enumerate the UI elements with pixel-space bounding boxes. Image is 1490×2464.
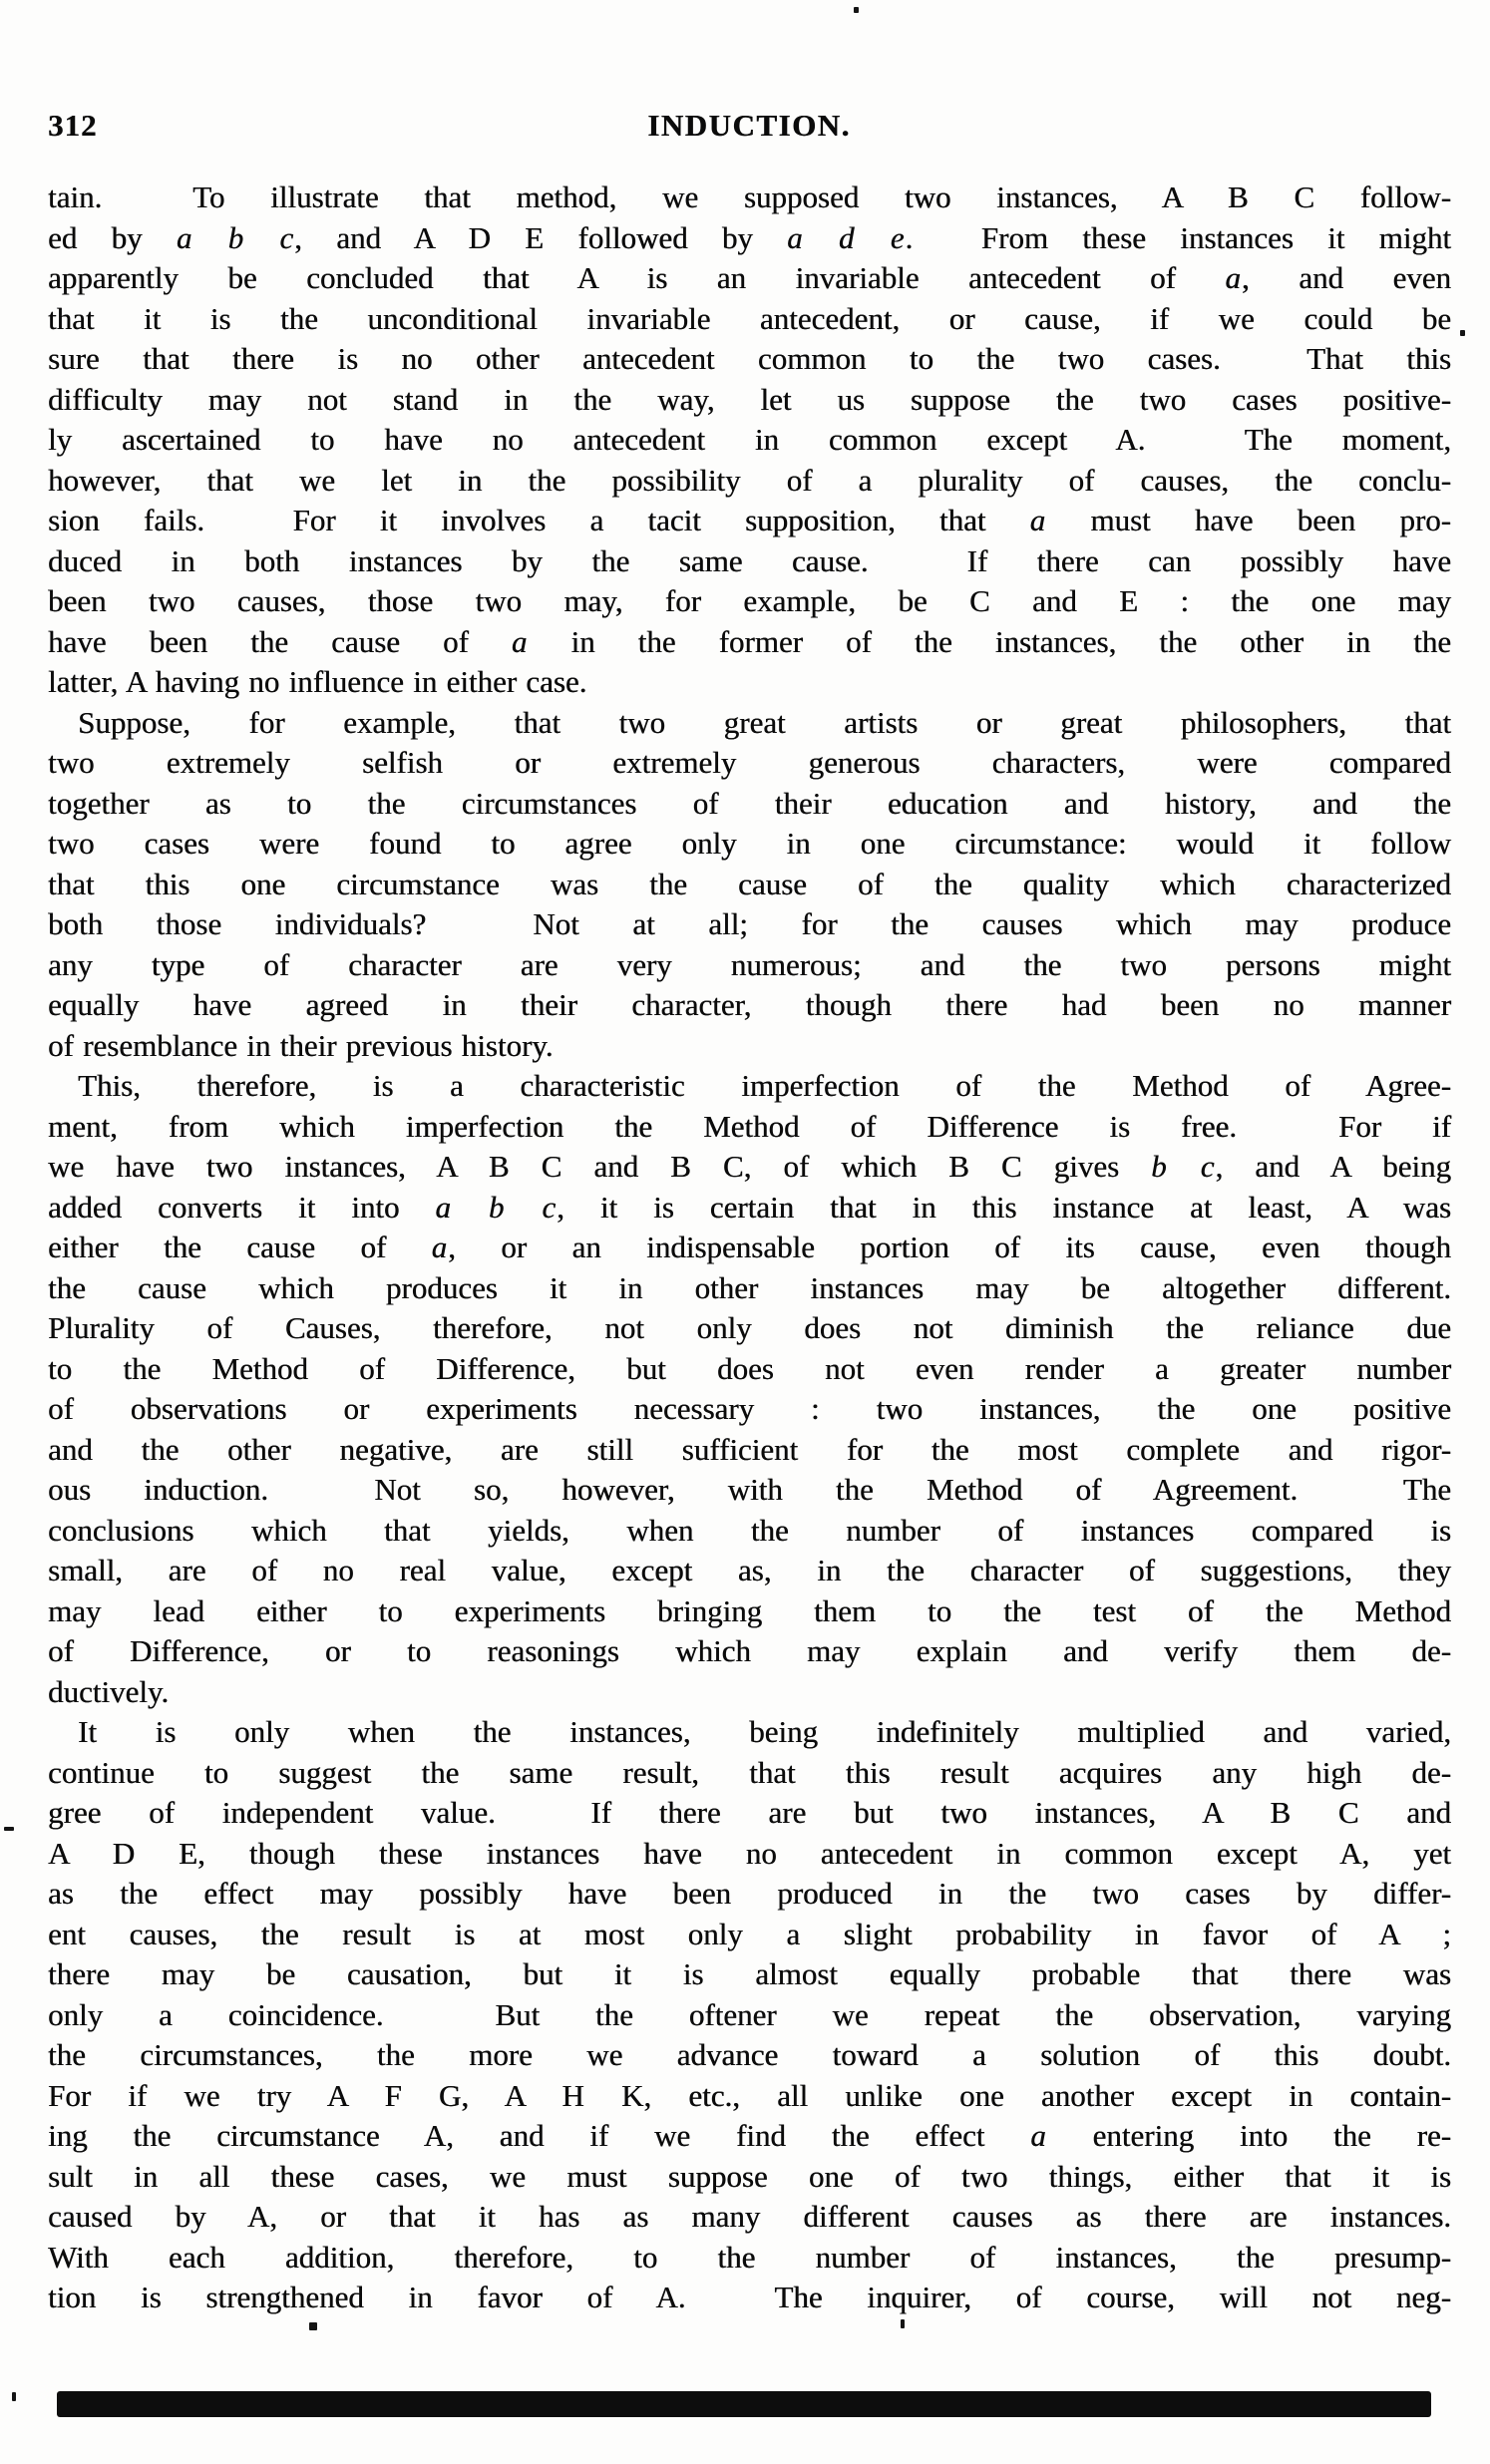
text-line: small, are of no real value, except as, in the character of suggestions, they — [48, 1553, 1451, 1587]
scan-speck — [309, 2322, 317, 2330]
page-header — [48, 108, 1450, 150]
paragraph — [48, 1066, 1451, 1712]
text-line: however, that we let in the possibility of a plurality of causes, the conclu- — [48, 462, 1451, 498]
text-line: apparently be concluded that A is an invariable antecedent of a, and even — [48, 260, 1452, 295]
text-line: ment, from which imperfection the Method of Difference is free. For if — [48, 1108, 1451, 1144]
text-line: It is only when the instances, being indefinitely multiplied and varied, — [78, 1714, 1451, 1749]
text-line: ly ascertained to have no antecedent in common except A. The moment, — [48, 422, 1451, 457]
text-line: Suppose, for example, that two great artists or great philosophers, that — [78, 704, 1451, 740]
text-line: to the Method of Difference, but does not even render a greater number — [48, 1350, 1451, 1386]
text-line: caused by A, or that it has as many different causes as there are instances. — [48, 2199, 1451, 2234]
text-line: we have two instances, A B C and B C, of which B C gives b c, and A being — [48, 1149, 1451, 1184]
text-line: the cause which produces it in other instances may be altogether different. — [48, 1269, 1451, 1305]
text-line: duced in both instances by the same cause. If there can possibly have — [48, 542, 1451, 578]
text-line: two cases were found to agree only in one circumstance: would it follow — [48, 826, 1451, 861]
text-line: either the cause of a, or an indispensable portion of its cause, even though — [48, 1230, 1451, 1264]
paragraph — [48, 177, 1451, 703]
scan-speck — [12, 2392, 16, 2401]
paragraph — [48, 703, 1451, 1067]
text-line: ductively. — [48, 1673, 170, 1709]
scan-shadow-bar — [57, 2391, 1431, 2417]
scan-speck — [4, 1827, 14, 1831]
text-line: as the effect may possibly have been produced in the two cases by differ- — [48, 1876, 1451, 1911]
text-line: tion is strengthened in favor of A. The inquirer, of course, will not neg- — [48, 2280, 1451, 2314]
text-line: have been the cause of a in the former of the instances, the other in the — [48, 623, 1451, 659]
scan-speck — [854, 7, 859, 13]
text-line: the circumstances, the more we advance toward a solution of this doubt. — [48, 2037, 1451, 2072]
text-line: of observations or experiments necessary : two instances, the one positive — [48, 1391, 1451, 1426]
text-line: added converts it into a b c, it is certain that in this instance at least, A was — [48, 1189, 1451, 1225]
text-line: latter, A having no influence in either case. — [48, 664, 587, 699]
text-line: sion fails. For it involves a tacit supposition, that a must have been pro- — [48, 503, 1451, 537]
text-line: together as to the circumstances of their education and history, and the — [48, 785, 1451, 821]
text-line: For if we try A F G, A H K, etc., all unlike one another except in contain- — [48, 2077, 1451, 2113]
text-line: been two causes, those two may, for example, be C and E : the one may — [48, 583, 1451, 618]
text-line: With each addition, therefore, to the number of instances, the presump- — [48, 2239, 1451, 2275]
text-line: ed by a b c, and A D E followed by a d e. From these instances it might — [48, 219, 1451, 255]
text-line: that it is the unconditional invariable antecedent, or cause, if we could be — [48, 300, 1451, 336]
text-line: sure that there is no other antecedent common to the two cases. That this — [48, 341, 1451, 376]
text-line: two extremely selfish or extremely generous characters, were compared — [48, 745, 1451, 780]
text-line: both those individuals? Not at all; for the causes which may produce — [48, 906, 1451, 941]
text-line: continue to suggest the same result, that this result acquires any high de- — [48, 1754, 1451, 1790]
text-line: gree of independent value. If there are but two instances, A B C and — [48, 1795, 1451, 1830]
text-line: any type of character are very numerous; and the two persons might — [48, 946, 1451, 982]
text-line: ent causes, the result is at most only a slight probability in favor of A ; — [48, 1916, 1451, 1951]
running-head: INDUCTION. — [647, 108, 851, 143]
scan-speck — [1460, 330, 1465, 336]
text-line: equally have agreed in their character, though there had been no manner — [48, 987, 1451, 1022]
text-line: Plurality of Causes, therefore, not only does not diminish the reliance due — [48, 1310, 1451, 1345]
text-line: A D E, though these instances have no antecedent in common except A, yet — [48, 1835, 1451, 1871]
paragraph — [48, 1712, 1451, 2318]
scan-speck — [901, 2319, 905, 2328]
text-line: This, therefore, is a characteristic imperfection of the Method of Agree- — [78, 1068, 1451, 1103]
text-line: tain. To illustrate that method, we supposed two instances, A B C follow- — [48, 179, 1451, 214]
text-line: of resemblance in their previous history. — [48, 1027, 554, 1063]
text-line: ous induction. Not so, however, with the Method of Agreement. The — [48, 1472, 1451, 1507]
text-line: may lead either to experiments bringing them to the test of the Method — [48, 1592, 1451, 1628]
text-line: of Difference, or to reasonings which may explain and verify them de- — [48, 1633, 1451, 1668]
text-line: ing the circumstance A, and if we find the effect a entering into the re- — [48, 2118, 1452, 2153]
page-number: 312 — [48, 108, 98, 143]
text-line: sult in all these cases, we must suppose one of two things, either that it is — [48, 2158, 1451, 2194]
text-line: only a coincidence. But the oftener we repeat the observation, varying — [48, 1996, 1451, 2032]
text-line: there may be causation, but it is almost equally probable that there was — [48, 1956, 1451, 1991]
text-line: and the other negative, are still sufficient for the most complete and rigor- — [48, 1431, 1451, 1467]
text-line: that this one circumstance was the cause of the quality which characterized — [48, 866, 1451, 901]
text-line: difficulty may not stand in the way, let us suppose the two cases positive- — [48, 381, 1451, 417]
text-line: conclusions which that yields, when the number of instances compared is — [48, 1512, 1451, 1548]
text-block — [48, 177, 1451, 2318]
